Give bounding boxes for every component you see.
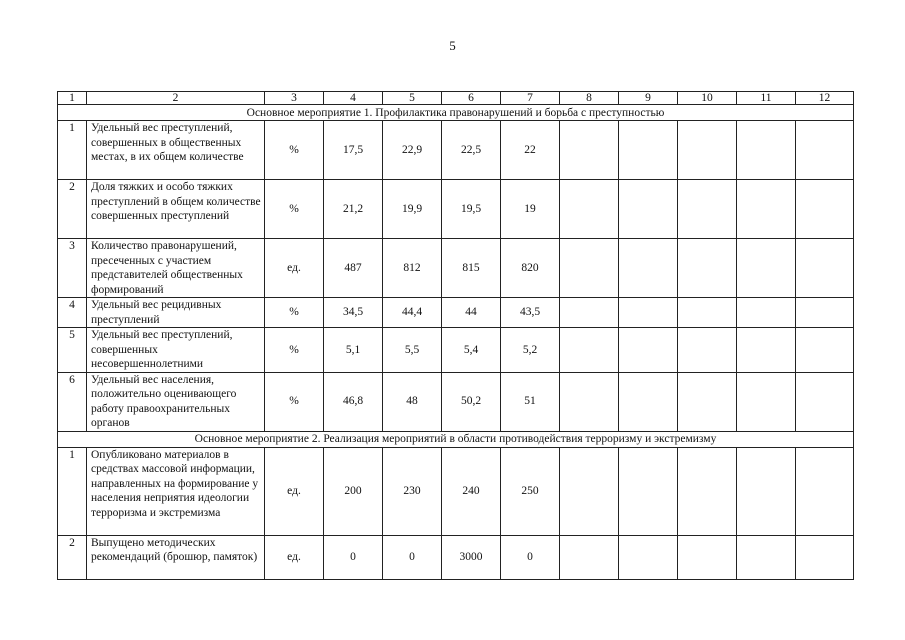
unit-cell: %	[265, 180, 324, 239]
table-row	[58, 535, 854, 579]
indicator-name: Удельный вес населения, положительно оценивающего работу правоохранительных органов	[87, 372, 265, 431]
row-number: 2	[58, 180, 87, 239]
empty-cell	[619, 298, 678, 328]
table-row	[58, 372, 854, 431]
value-cell: 5,5	[383, 328, 442, 373]
empty-cell	[619, 535, 678, 579]
section-title-row	[58, 105, 854, 121]
value-cell: 250	[501, 447, 560, 535]
empty-cell	[619, 239, 678, 298]
unit-cell: ед.	[265, 447, 324, 535]
row-number: 1	[58, 447, 87, 535]
empty-cell	[737, 447, 796, 535]
value-cell: 5,2	[501, 328, 560, 373]
value-cell: 815	[442, 239, 501, 298]
empty-cell	[737, 121, 796, 180]
column-header: 11	[737, 92, 796, 105]
indicator-name: Удельный вес преступлений, совершенных в общественных местах, в их общем количестве	[87, 121, 265, 180]
empty-cell	[678, 121, 737, 180]
value-cell: 812	[383, 239, 442, 298]
unit-cell: %	[265, 298, 324, 328]
value-cell: 19,5	[442, 180, 501, 239]
value-cell: 22,9	[383, 121, 442, 180]
section-title: Основное мероприятие 2. Реализация мероприятий в области противодействия терроризму и экстремизму	[58, 431, 854, 447]
column-header: 1	[58, 92, 87, 105]
unit-cell: %	[265, 328, 324, 373]
indicator-name: Удельный вес рецидивных преступлений	[87, 298, 265, 328]
empty-cell	[678, 239, 737, 298]
value-cell: 230	[383, 447, 442, 535]
row-number: 2	[58, 535, 87, 579]
column-header: 7	[501, 92, 560, 105]
row-number: 5	[58, 328, 87, 373]
column-header: 12	[796, 92, 854, 105]
empty-cell	[737, 372, 796, 431]
value-cell: 22	[501, 121, 560, 180]
empty-cell	[560, 180, 619, 239]
value-cell: 21,2	[324, 180, 383, 239]
value-cell: 50,2	[442, 372, 501, 431]
empty-cell	[796, 328, 854, 373]
value-cell: 5,1	[324, 328, 383, 373]
empty-cell	[619, 328, 678, 373]
empty-cell	[560, 328, 619, 373]
empty-cell	[796, 298, 854, 328]
table-header-row	[58, 92, 854, 105]
column-header: 9	[619, 92, 678, 105]
row-number: 1	[58, 121, 87, 180]
empty-cell	[560, 372, 619, 431]
row-number: 3	[58, 239, 87, 298]
empty-cell	[737, 298, 796, 328]
value-cell: 0	[324, 535, 383, 579]
table-row	[58, 328, 854, 373]
empty-cell	[678, 372, 737, 431]
value-cell: 44,4	[383, 298, 442, 328]
table-row	[58, 298, 854, 328]
page-number: 5	[449, 38, 456, 53]
value-cell: 240	[442, 447, 501, 535]
empty-cell	[796, 121, 854, 180]
empty-cell	[619, 372, 678, 431]
value-cell: 19	[501, 180, 560, 239]
empty-cell	[619, 121, 678, 180]
value-cell: 17,5	[324, 121, 383, 180]
empty-cell	[737, 328, 796, 373]
empty-cell	[619, 180, 678, 239]
indicator-name: Выпущено методических рекомендаций (брошюр, памяток)	[87, 535, 265, 579]
value-cell: 22,5	[442, 121, 501, 180]
empty-cell	[560, 535, 619, 579]
empty-cell	[678, 535, 737, 579]
unit-cell: ед.	[265, 535, 324, 579]
value-cell: 44	[442, 298, 501, 328]
empty-cell	[560, 298, 619, 328]
indicator-name: Доля тяжких и особо тяжких преступлений в общем количестве совершенных преступлений	[87, 180, 265, 239]
empty-cell	[619, 447, 678, 535]
empty-cell	[737, 180, 796, 239]
indicator-name: Количество правонарушений, пресеченных с участием представителей общественных формирований	[87, 239, 265, 298]
value-cell: 48	[383, 372, 442, 431]
empty-cell	[796, 447, 854, 535]
value-cell: 19,9	[383, 180, 442, 239]
empty-cell	[560, 239, 619, 298]
empty-cell	[796, 180, 854, 239]
unit-cell: %	[265, 372, 324, 431]
value-cell: 820	[501, 239, 560, 298]
empty-cell	[796, 535, 854, 579]
column-header: 5	[383, 92, 442, 105]
unit-cell: ед.	[265, 239, 324, 298]
empty-cell	[678, 328, 737, 373]
unit-cell: %	[265, 121, 324, 180]
empty-cell	[737, 535, 796, 579]
value-cell: 34,5	[324, 298, 383, 328]
value-cell: 487	[324, 239, 383, 298]
value-cell: 46,8	[324, 372, 383, 431]
empty-cell	[678, 298, 737, 328]
section-title: Основное мероприятие 1. Профилактика правонарушений и борьба с преступностью	[58, 105, 854, 121]
empty-cell	[560, 447, 619, 535]
empty-cell	[678, 447, 737, 535]
column-header: 4	[324, 92, 383, 105]
value-cell: 51	[501, 372, 560, 431]
column-header: 6	[442, 92, 501, 105]
empty-cell	[796, 372, 854, 431]
table-row	[58, 239, 854, 298]
section-title-row	[58, 431, 854, 447]
row-number: 6	[58, 372, 87, 431]
indicators-table	[57, 91, 854, 580]
value-cell: 3000	[442, 535, 501, 579]
column-header: 8	[560, 92, 619, 105]
column-header: 3	[265, 92, 324, 105]
value-cell: 43,5	[501, 298, 560, 328]
indicator-name: Опубликовано материалов в средствах массовой информации, направленных на формирование у населения неприятия идеологии терроризма и экстремизма	[87, 447, 265, 535]
value-cell: 200	[324, 447, 383, 535]
empty-cell	[560, 121, 619, 180]
row-number: 4	[58, 298, 87, 328]
table-row	[58, 180, 854, 239]
value-cell: 5,4	[442, 328, 501, 373]
value-cell: 0	[383, 535, 442, 579]
column-header: 2	[87, 92, 265, 105]
indicator-name: Удельный вес преступлений, совершенных несовершеннолетними	[87, 328, 265, 373]
table-row	[58, 447, 854, 535]
value-cell: 0	[501, 535, 560, 579]
empty-cell	[737, 239, 796, 298]
table-row	[58, 121, 854, 180]
empty-cell	[678, 180, 737, 239]
column-header: 10	[678, 92, 737, 105]
empty-cell	[796, 239, 854, 298]
